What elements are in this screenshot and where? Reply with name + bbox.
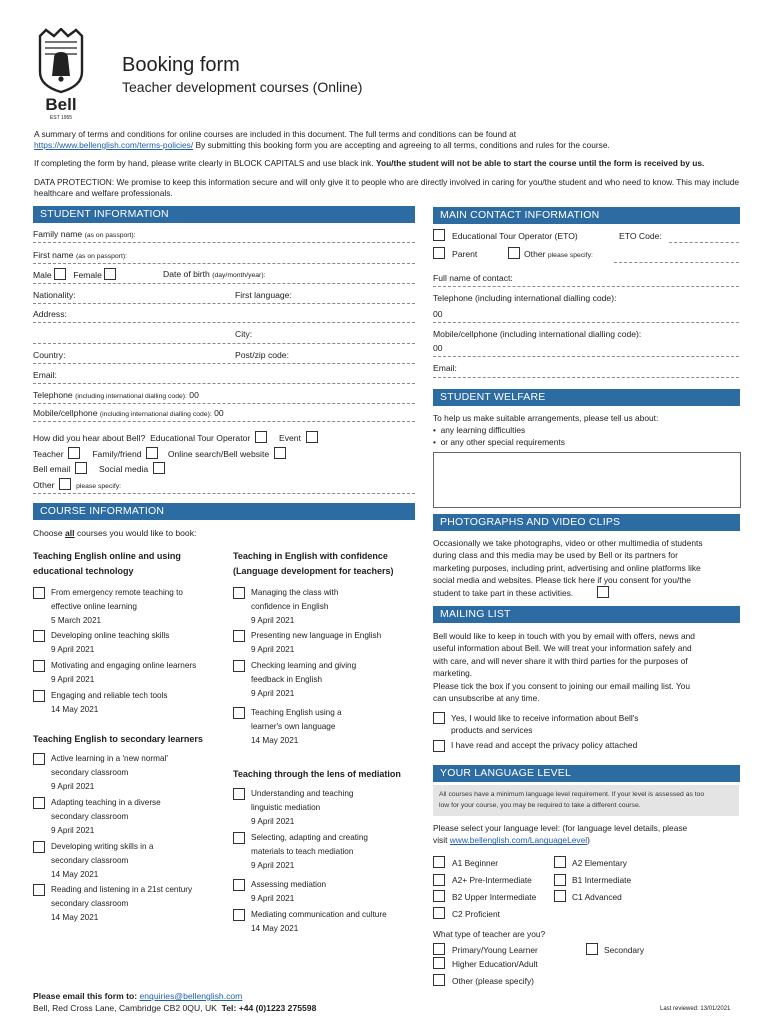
mailing-header: MAILING LIST (433, 606, 740, 623)
first-name-label: First name (as on passport): (33, 250, 127, 260)
course-checkbox[interactable] (33, 884, 45, 896)
terms-link[interactable]: https://www.bellenglish.com/terms-policies/ (34, 140, 194, 150)
level-c2-label: C2 Proficient (452, 909, 500, 919)
course-checkbox[interactable] (33, 690, 45, 702)
mailing-yes-checkbox[interactable] (433, 712, 445, 724)
course-name: From emergency remote teaching to (51, 588, 183, 597)
address-label: Address: (33, 309, 67, 319)
country-field[interactable] (33, 363, 415, 364)
hear-other-field[interactable] (33, 493, 415, 494)
course-name: Selecting, adapting and creating (251, 833, 368, 842)
course-date: 9 April 2021 (251, 861, 295, 870)
contact-mobile-prefix: 00 (433, 343, 443, 353)
level-a2plus-checkbox[interactable] (433, 874, 445, 886)
telephone-label: Telephone (including international dialling code): 00 (33, 390, 199, 400)
teacher-type-label: What type of teacher are you? (433, 929, 546, 939)
hear-other-row: Other please specify: (33, 480, 122, 490)
dob-field[interactable] (33, 283, 415, 284)
course-name: Mediating communication and culture (251, 910, 387, 919)
dob-label: Date of birth (day/month/year): (163, 269, 266, 279)
course-name: Adapting teaching in a diverse (51, 798, 161, 807)
course-date: 14 May 2021 (51, 705, 99, 714)
course-date: 9 April 2021 (251, 894, 295, 903)
course-date: 14 May 2021 (251, 736, 299, 745)
course-name: Presenting new language in English (251, 631, 382, 640)
course-item (251, 706, 342, 748)
course-name-cont: learner's own language (251, 722, 336, 731)
course-item (251, 878, 326, 906)
course-checkbox[interactable] (33, 660, 45, 672)
course-item (251, 787, 353, 829)
course-name-cont: feedback in English (251, 675, 323, 684)
welfare-textbox[interactable] (433, 452, 741, 508)
contact-parent-checkbox[interactable] (433, 247, 445, 259)
teacher-primary-checkbox[interactable] (433, 943, 445, 955)
course-checkbox[interactable] (33, 587, 45, 599)
course-date: 9 April 2021 (51, 675, 95, 684)
eto-code-label: ETO Code: (619, 231, 662, 241)
teacher-secondary-checkbox[interactable] (586, 943, 598, 955)
course-name: Understanding and teaching (251, 789, 354, 798)
nationality-label: Nationality: (33, 290, 76, 300)
level-a1-label: A1 Beginner (452, 858, 499, 868)
first-name-field[interactable] (33, 263, 415, 264)
course-checkbox[interactable] (233, 660, 245, 672)
course-name-cont: secondary classroom (51, 768, 129, 777)
hear-family-checkbox[interactable] (146, 447, 158, 459)
course-name: Teaching English using a (251, 708, 342, 717)
course-name: Active learning in a 'new normal' (51, 754, 168, 763)
course-name: Checking learning and giving (251, 661, 357, 670)
course-info-header: COURSE INFORMATION (33, 503, 415, 520)
how-hear-row: How did you hear about Bell? Educational Tour Operator Event (33, 431, 318, 443)
contact-tel-field[interactable] (433, 322, 739, 323)
footer-email-link[interactable]: enquiries@bellenglish.com (139, 991, 243, 1001)
form-subtitle: Teacher development courses (Online) (122, 79, 363, 95)
level-c1-checkbox[interactable] (554, 890, 566, 902)
level-c1-label: C1 Advanced (572, 892, 622, 902)
course-item (51, 586, 183, 628)
course-item (51, 689, 168, 717)
course-date: 9 April 2021 (51, 826, 95, 835)
course-name: Developing writing skills in a (51, 842, 154, 851)
course-checkbox[interactable] (233, 879, 245, 891)
contact-tel-prefix: 00 (433, 309, 443, 319)
hear-other-checkbox[interactable] (59, 478, 71, 490)
contact-other-checkbox[interactable] (508, 247, 520, 259)
course-name: Engaging and reliable tech tools (51, 691, 168, 700)
contact-tel-label: Telephone (including international dialling code): (433, 293, 617, 303)
course-name: Assessing mediation (251, 880, 327, 889)
course-item (51, 883, 192, 925)
course-name: Motivating and engaging online learners (51, 661, 197, 670)
hear-row-2: Teacher Family/friend Online search/Bell website (33, 447, 286, 459)
course-name-cont: effective online learning (51, 602, 137, 611)
choose-courses-label: Choose all courses you would like to book: (33, 528, 197, 538)
photos-consent-checkbox[interactable] (597, 586, 609, 598)
mailing-text: Bell would like to keep in touch with you by email with offers, news and useful information about Bell. We will treat your information safely and with care, and will never share it with third parties for the purposes of marketing. Please tick the box if you consent to joining our email mailing list. You can unsubscribe at any time. (433, 631, 695, 704)
course-item (51, 629, 169, 657)
language-select-text: Please select your language level: (for language level details, please visit www.bellenglish.com/LanguageLevel) (433, 823, 688, 846)
mobile-label: Mobile/cellphone (including international dialling code): 00 (33, 408, 224, 418)
course-date: 9 April 2021 (251, 817, 295, 826)
level-b1-label: B1 Intermediate (572, 875, 632, 885)
course-item (51, 752, 168, 794)
welfare-bullet-2: • or any other special requirements (433, 437, 565, 447)
contact-other-label: Other please specify: (524, 249, 593, 259)
course-name-cont: materials to teach mediation (251, 847, 354, 856)
course-checkbox[interactable] (33, 841, 45, 853)
course-checkbox[interactable] (233, 909, 245, 921)
course-checkbox[interactable] (33, 630, 45, 642)
contact-email-label: Email: (433, 363, 457, 373)
course-name: Developing online teaching skills (51, 631, 170, 640)
group-secondary-title: Teaching English to secondary learners (33, 734, 203, 744)
level-b2-label: B2 Upper Intermediate (452, 892, 537, 902)
nationality-field[interactable] (33, 303, 415, 304)
level-a2plus-label: A2+ Pre-Intermediate (452, 875, 532, 885)
photos-text: Occasionally we take photographs, video or other multimedia of students during class and this media may be used by Bell or its partners for marketing purposes, including print, advertising and online platforms like social media and websites. Please tick here if you consent for you/the student to take part in these activities. (433, 538, 703, 598)
data-protection: DATA PROTECTION: We promise to keep this information secure and will only give it to people who are directly involved in caring for you/the student and who need to know. This may include healthcare and welfare professionals. (34, 177, 740, 198)
hear-row-3: Bell email Social media (33, 462, 165, 474)
course-item (251, 629, 381, 657)
last-reviewed: Last reviewed: 13/01/2021 (660, 1006, 731, 1012)
course-date: 14 May 2021 (51, 913, 99, 922)
family-name-label: Family name (as on passport): (33, 229, 136, 239)
course-date: 14 May 2021 (51, 870, 99, 879)
level-a1-checkbox[interactable] (433, 856, 445, 868)
course-date: 14 May 2021 (251, 924, 299, 933)
course-item (51, 659, 196, 687)
course-item (51, 796, 161, 838)
language-level-link[interactable]: www.bellenglish.com/LanguageLevel (449, 835, 588, 846)
contact-other-field[interactable] (614, 262, 739, 263)
course-date: 5 March 2021 (51, 616, 102, 625)
group-online-title: Teaching English online and using educational technology (33, 551, 181, 576)
family-name-field[interactable] (33, 242, 415, 243)
hear-social-checkbox[interactable] (153, 462, 165, 474)
form-title: Booking form (122, 54, 240, 76)
course-item (251, 831, 368, 873)
course-item (251, 659, 356, 701)
contact-name-field[interactable] (433, 286, 739, 287)
contact-eto-label: Educational Tour Operator (ETO) (452, 231, 578, 241)
photos-header: PHOTOGRAPHS AND VIDEO CLIPS (433, 514, 740, 531)
teacher-secondary-label: Secondary (604, 945, 645, 955)
level-b1-checkbox[interactable] (554, 874, 566, 886)
group-mediation-title: Teaching through the lens of mediation (233, 769, 401, 779)
course-name-cont: confidence in English (251, 602, 329, 611)
course-checkbox[interactable] (233, 707, 245, 719)
footer-email-line: Please email this form to: enquiries@bellenglish.com (33, 991, 243, 1001)
welfare-intro: To help us make suitable arrangements, please tell us about: (433, 413, 659, 423)
terms-summary: A summary of terms and conditions for online courses are included in this document. The full terms and conditions can be found at https://www.bellenglish.com/terms-policies/ By submitting this booking form you are accepting and agreeing to all terms, conditions and rules for the course. (34, 129, 610, 150)
contact-eto-checkbox[interactable] (433, 229, 445, 241)
level-a2-label: A2 Elementary (572, 858, 627, 868)
course-checkbox[interactable] (233, 832, 245, 844)
course-checkbox[interactable] (33, 753, 45, 765)
course-item (251, 586, 338, 628)
telephone-field[interactable] (33, 403, 415, 404)
gender-dob-row: Male Female (33, 268, 116, 280)
course-date: 9 April 2021 (251, 689, 295, 698)
course-checkbox[interactable] (233, 587, 245, 599)
city-field[interactable] (33, 343, 415, 344)
course-date: 9 April 2021 (251, 616, 295, 625)
svg-text:Bell: Bell (45, 95, 77, 114)
contact-mobile-label: Mobile/cellphone (including international dialling code): (433, 329, 642, 339)
course-item (251, 908, 387, 936)
course-checkbox[interactable] (233, 630, 245, 642)
hear-teacher-checkbox[interactable] (68, 447, 80, 459)
course-item (51, 840, 153, 882)
mobile-field[interactable] (33, 421, 415, 422)
handwriting-note: If completing the form by hand, please write clearly in BLOCK CAPITALS and use black ink. You/the student will not be able to start the course until the form is received by us. (34, 158, 705, 168)
contact-parent-label: Parent (452, 249, 478, 259)
language-note: All courses have a minimum language level requirement. If your level is assessed as too low for your course, you may be required to take a different course. (433, 785, 739, 816)
footer-address-line: Bell, Red Cross Lane, Cambridge CB2 0QU, UK Tel: +44 (0)1223 275598 (33, 1003, 317, 1013)
course-date: 9 April 2021 (251, 645, 295, 654)
course-checkbox[interactable] (233, 788, 245, 800)
group-confidence-title: Teaching in English with confidence (Language development for teachers) (233, 551, 394, 576)
hear-bell-email-checkbox[interactable] (75, 462, 87, 474)
course-name-cont: linguistic mediation (251, 803, 321, 812)
email-label: Email: (33, 370, 57, 380)
mailing-yes-label: Yes, I would like to receive information about Bell's products and services (451, 713, 639, 736)
course-checkbox[interactable] (33, 797, 45, 809)
teacher-higher-label: Higher Education/Adult (452, 959, 538, 969)
country-label: Country: (33, 350, 66, 360)
privacy-label: I have read and accept the privacy policy attached (451, 740, 638, 750)
contact-email-field[interactable] (433, 377, 739, 378)
address-field[interactable] (33, 322, 415, 323)
male-checkbox[interactable] (54, 268, 66, 280)
level-a2-checkbox[interactable] (554, 856, 566, 868)
level-c2-checkbox[interactable] (433, 907, 445, 919)
level-b2-checkbox[interactable] (433, 890, 445, 902)
teacher-other-checkbox[interactable] (433, 974, 445, 986)
privacy-checkbox[interactable] (433, 740, 445, 752)
female-checkbox[interactable] (104, 268, 116, 280)
hear-eto-checkbox[interactable] (255, 431, 267, 443)
course-name: Managing the class with (251, 588, 339, 597)
teacher-higher-checkbox[interactable] (433, 957, 445, 969)
course-name-cont: secondary classroom (51, 899, 129, 908)
course-date: 9 April 2021 (51, 782, 95, 791)
main-contact-header: MAIN CONTACT INFORMATION (433, 207, 740, 224)
contact-name-label: Full name of contact: (433, 273, 513, 283)
svg-text:EST 1955: EST 1955 (49, 115, 73, 120)
hear-event-checkbox[interactable] (306, 431, 318, 443)
course-name-cont: secondary classroom (51, 856, 129, 865)
first-language-label: First language: (235, 290, 292, 300)
teacher-other-label: Other (please specify) (452, 976, 534, 986)
postcode-label: Post/zip code: (235, 350, 289, 360)
course-name-cont: secondary classroom (51, 812, 129, 821)
course-date: 9 April 2021 (51, 645, 95, 654)
city-label: City: (235, 329, 253, 339)
teacher-primary-label: Primary/Young Learner (452, 945, 538, 955)
bell-logo (32, 28, 90, 120)
hear-online-checkbox[interactable] (274, 447, 286, 459)
course-name: Reading and listening in a 21st century (51, 885, 193, 894)
welfare-header: STUDENT WELFARE (433, 389, 740, 406)
student-info-header: STUDENT INFORMATION (33, 206, 415, 223)
email-field[interactable] (33, 383, 415, 384)
contact-mobile-field[interactable] (433, 356, 739, 357)
language-header: YOUR LANGUAGE LEVEL (433, 765, 740, 782)
eto-code-field[interactable] (669, 242, 739, 243)
welfare-bullet-1: • any learning difficulties (433, 425, 526, 435)
